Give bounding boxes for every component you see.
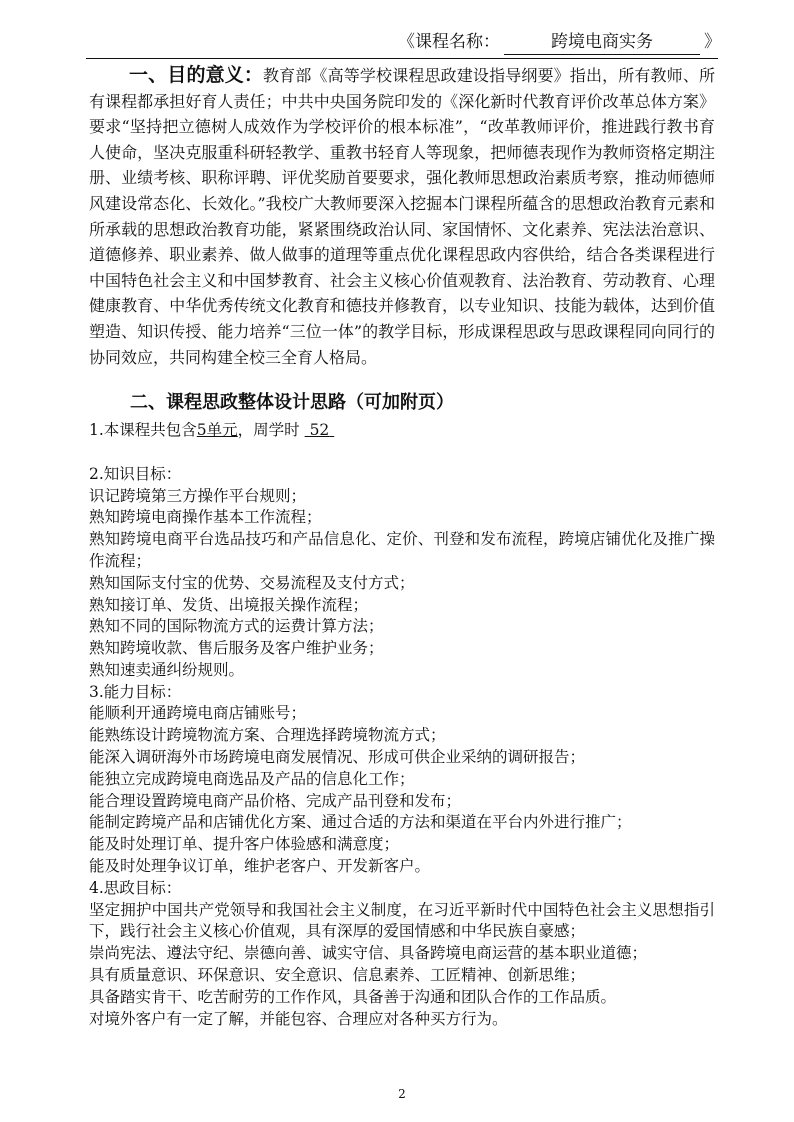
ideology-item: 坚定拥护中国共产党领导和我国社会主义制度，在习近平新时代中国特色社会主义思想指引下，践行社会主义核心价值观，具有深厚的爱国情感和中华民族自豪感；	[89, 900, 715, 941]
knowledge-item: 熟知不同的国际物流方式的运费计算方法；	[89, 617, 384, 636]
course-name: 跨境电商实务	[504, 30, 700, 55]
section-purpose-heading: 一、目的意义：	[129, 64, 264, 86]
ability-item: 能熟练设计跨境物流方案、合理选择跨境物流方式；	[89, 726, 446, 745]
knowledge-item: 熟知跨境电商平台选品技巧和产品信息化、定价、刊登和发布流程，跨境店铺优化及推广操作流程；	[89, 530, 715, 570]
section-design-heading: 二、课程思政整体设计思路（可加附页）	[130, 392, 454, 414]
ability-item: 能合理设置跨境电商产品价格、完成产品刊登和发布；	[89, 791, 462, 810]
ability-item: 能及时处理争议订单，维护老客户、开发新客户。	[89, 857, 431, 876]
ability-item: 能及时处理订单、提升客户体验感和满意度；	[89, 835, 400, 854]
ideology-item: 对境外客户有一定了解，并能包容、合理应对各种买方行为。	[89, 1009, 508, 1028]
ideology-title: 4.思政目标：	[89, 878, 182, 897]
course-units-line	[89, 420, 715, 442]
weekly-hours: 52	[309, 421, 330, 440]
section-design-body	[89, 420, 715, 1030]
section-purpose-text: 教育部《高等学校课程思政建设指导纲要》指出，所有教师、所有课程都承担好育人责任；中共中央国务院印发的《深化新时代教育评价改革总体方案》要求“坚持把立德树人成效作为学校评价的根本标准”，“改革教师评价，推进践行教书育人使命，坚决克服重科研轻教学、重教书轻育人等现象，把师德表现作为教师资格定期注册、业绩考核、职称评聘、评优奖励首要要求，强化教师思想政治素质考察，推动师德师风建设常态化、长效化。”我校广大教师要深入挖掘本门课程所蕴含的思想政治教育元素和所承载的思想政治教育功能，紧紧围绕政治认同、家国情怀、文化素养、宪法法治意识、道德修养、职业素养、做人做事的道理等重点优化课程思政内容供给，结合各类课程进行中国特色社会主义和中国梦教育、社会主义核心价值观教育、法治教育、劳动教育、心理健康教育、中华优秀传统文化教育和德技并修教育，以专业知识、技能为载体，达到价值塑造、知识传授、能力培养“三位一体”的教学目标，形成课程思政与思政课程同向同行的协同效应，共同构建全校三全育人格局。	[89, 66, 715, 367]
ability-item: 能制定跨境产品和店铺优化方案、通过合适的方法和渠道在平台内外进行推广；	[89, 813, 632, 832]
knowledge-item: 熟知速卖通纠纷规则。	[89, 660, 245, 679]
ideology-item: 具备踏实肯干、吃苦耐劳的工作作风，具备善于沟通和团队合作的工作品质。	[89, 987, 617, 1006]
course-name-header	[398, 30, 721, 55]
section-purpose	[89, 63, 715, 370]
hours-label: ，周学时	[237, 421, 300, 440]
weekly-hours-value	[305, 421, 335, 439]
page-bottom-spacer	[89, 1030, 715, 1086]
knowledge-item: 识记跨境第三方操作平台规则；	[89, 486, 307, 505]
knowledge-title: 2.知识目标：	[89, 464, 182, 483]
units-value: 5单元	[196, 421, 238, 440]
ability-item: 能深入调研海外市场跨境电商发展情况、形成可供企业采纳的调研报告；	[89, 748, 586, 767]
page-number: 2	[398, 1087, 406, 1101]
header-open: 《课程名称：	[398, 32, 500, 52]
ideology-item: 崇尚宪法、遵法守纪、崇德向善、诚实守信、具备跨境电商运营的基本职业道德；	[89, 944, 648, 963]
ideology-item: 具有质量意识、环保意识、安全意识、信息素养、工匠精神、创新思维；	[89, 966, 586, 985]
ideology-list	[89, 900, 715, 1031]
knowledge-item: 熟知国际支付宝的优势、交易流程及支付方式；	[89, 573, 415, 592]
units-label: 1.本课程共包含	[89, 421, 197, 440]
spacer	[89, 442, 715, 464]
knowledge-list	[89, 486, 715, 682]
header-rule	[86, 58, 718, 59]
knowledge-item: 熟知跨境收款、售后服务及客户维护业务；	[89, 639, 384, 658]
knowledge-item: 熟知接订单、发货、出境报关操作流程；	[89, 595, 369, 614]
header-close: 》	[704, 32, 721, 52]
ability-item: 能独立完成跨境电商选品及产品的信息化工作；	[89, 769, 415, 788]
ability-title: 3.能力目标：	[89, 682, 182, 701]
ability-list	[89, 703, 715, 877]
knowledge-item: 熟知跨境电商操作基本工作流程；	[89, 508, 322, 527]
ability-item: 能顺利开通跨境电商店铺账号；	[89, 704, 307, 723]
